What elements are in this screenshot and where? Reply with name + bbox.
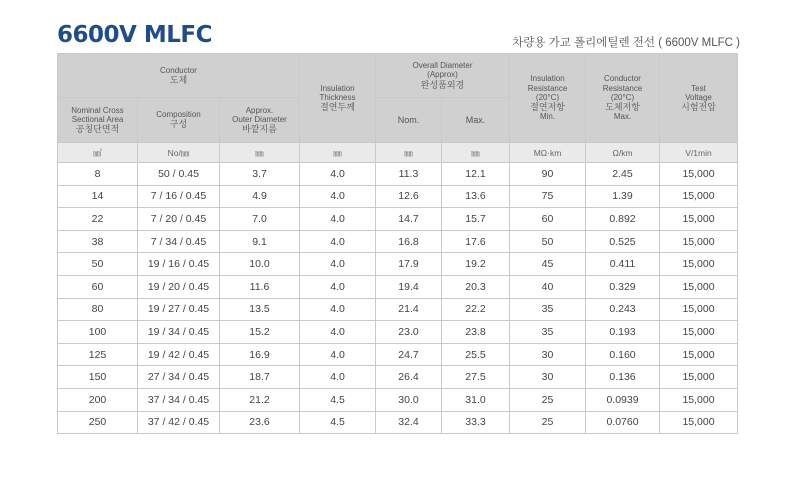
- header-conductor-resistance: Conductor Resistance (20°C) 도체저항 Max.: [586, 54, 660, 143]
- table-cell: 23.0: [376, 321, 442, 344]
- table-cell: 38: [58, 230, 138, 253]
- table-cell: 25: [510, 411, 586, 434]
- unit-cell: ㎜: [442, 143, 510, 163]
- table-cell: 15,000: [660, 208, 738, 231]
- table-cell: 15,000: [660, 411, 738, 434]
- spec-table: [57, 53, 738, 434]
- table-cell: 50: [510, 230, 586, 253]
- unit-cell: ㎜: [220, 143, 300, 163]
- table-cell: 15,000: [660, 230, 738, 253]
- table-cell: 19 / 34 / 0.45: [138, 321, 220, 344]
- table-cell: 4.0: [300, 253, 376, 276]
- table-cell: 14.7: [376, 208, 442, 231]
- table-cell: 14: [58, 185, 138, 208]
- table-cell: 25: [510, 388, 586, 411]
- table-cell: 4.0: [300, 163, 376, 186]
- table-cell: 4.9: [220, 185, 300, 208]
- table-cell: 45: [510, 253, 586, 276]
- table-cell: 90: [510, 163, 586, 186]
- table-row: [58, 185, 738, 208]
- table-cell: 19 / 27 / 0.45: [138, 298, 220, 321]
- table-cell: 7.0: [220, 208, 300, 231]
- table-cell: 19 / 16 / 0.45: [138, 253, 220, 276]
- unit-row: [58, 143, 738, 163]
- table-cell: 15,000: [660, 321, 738, 344]
- table-cell: 21.2: [220, 388, 300, 411]
- table-cell: 200: [58, 388, 138, 411]
- table-cell: 4.0: [300, 366, 376, 389]
- table-cell: 4.0: [300, 275, 376, 298]
- table-cell: 3.7: [220, 163, 300, 186]
- table-cell: 0.136: [586, 366, 660, 389]
- table-cell: 13.6: [442, 185, 510, 208]
- unit-cell: ㎜: [300, 143, 376, 163]
- table-cell: 40: [510, 275, 586, 298]
- table-cell: 0.160: [586, 343, 660, 366]
- table-cell: 50 / 0.45: [138, 163, 220, 186]
- unit-cell: MΩ·km: [510, 143, 586, 163]
- table-cell: 27.5: [442, 366, 510, 389]
- table-cell: 27 / 34 / 0.45: [138, 366, 220, 389]
- header-insulation-thickness: Insulation Thickness 절연두께: [300, 54, 376, 143]
- table-cell: 17.9: [376, 253, 442, 276]
- table-cell: 0.0939: [586, 388, 660, 411]
- table-cell: 80: [58, 298, 138, 321]
- table-cell: 4.0: [300, 298, 376, 321]
- table-cell: 15.7: [442, 208, 510, 231]
- unit-cell: ㎜: [376, 143, 442, 163]
- header-max: Max.: [442, 98, 510, 143]
- table-cell: 0.892: [586, 208, 660, 231]
- table-cell: 7 / 34 / 0.45: [138, 230, 220, 253]
- table-cell: 9.1: [220, 230, 300, 253]
- table-row: [58, 366, 738, 389]
- table-row: [58, 411, 738, 434]
- table-cell: 15,000: [660, 366, 738, 389]
- table-row: [58, 230, 738, 253]
- header-conductor: Conductor 도체: [58, 54, 300, 98]
- table-cell: 24.7: [376, 343, 442, 366]
- table-row: [58, 343, 738, 366]
- header-composition: Composition 구성: [138, 98, 220, 143]
- unit-cell: V/1min: [660, 143, 738, 163]
- table-cell: 10.0: [220, 253, 300, 276]
- table-cell: 0.0760: [586, 411, 660, 434]
- table-cell: 4.0: [300, 230, 376, 253]
- table-cell: 125: [58, 343, 138, 366]
- header-test-voltage: Test Voltage 시험전압: [660, 54, 738, 143]
- table-cell: 16.9: [220, 343, 300, 366]
- table-cell: 0.193: [586, 321, 660, 344]
- table-row: [58, 298, 738, 321]
- table-row: [58, 275, 738, 298]
- table-cell: 22: [58, 208, 138, 231]
- table-cell: 15.2: [220, 321, 300, 344]
- table-cell: 1.39: [586, 185, 660, 208]
- table-cell: 35: [510, 321, 586, 344]
- table-cell: 37 / 34 / 0.45: [138, 388, 220, 411]
- table-cell: 15,000: [660, 388, 738, 411]
- table-cell: 19 / 42 / 0.45: [138, 343, 220, 366]
- table-cell: 12.6: [376, 185, 442, 208]
- table-cell: 150: [58, 366, 138, 389]
- page-subtitle: 차량용 가교 폴리에틸렌 전선 ( 6600V MLFC ): [512, 37, 740, 49]
- header-overall-diameter: Overall Diameter (Approx) 완성품외경: [376, 54, 510, 98]
- table-cell: 4.0: [300, 208, 376, 231]
- table-cell: 23.8: [442, 321, 510, 344]
- table-cell: 15,000: [660, 298, 738, 321]
- table-cell: 4.5: [300, 388, 376, 411]
- table-cell: 250: [58, 411, 138, 434]
- table-cell: 30.0: [376, 388, 442, 411]
- table-cell: 16.8: [376, 230, 442, 253]
- table-cell: 75: [510, 185, 586, 208]
- table-cell: 15,000: [660, 185, 738, 208]
- table-row: [58, 388, 738, 411]
- table-cell: 23.6: [220, 411, 300, 434]
- header-nominal-area: Nominal Cross Sectional Area 공칭단면적: [58, 98, 138, 143]
- table-row: [58, 208, 738, 231]
- table-body: [58, 163, 738, 434]
- table-cell: 100: [58, 321, 138, 344]
- table-cell: 19 / 20 / 0.45: [138, 275, 220, 298]
- table-cell: 0.411: [586, 253, 660, 276]
- header-insulation-resistance: Insulation Resistance (20°C) 절연저항 Min.: [510, 54, 586, 143]
- table-row: [58, 253, 738, 276]
- table-cell: 32.4: [376, 411, 442, 434]
- unit-cell: Ω/km: [586, 143, 660, 163]
- table-cell: 15,000: [660, 343, 738, 366]
- table-cell: 2.45: [586, 163, 660, 186]
- table-cell: 60: [58, 275, 138, 298]
- table-cell: 0.525: [586, 230, 660, 253]
- table-cell: 25.5: [442, 343, 510, 366]
- table-cell: 15,000: [660, 163, 738, 186]
- table-cell: 8: [58, 163, 138, 186]
- table-cell: 0.243: [586, 298, 660, 321]
- table-cell: 20.3: [442, 275, 510, 298]
- table-cell: 13.5: [220, 298, 300, 321]
- table-cell: 15,000: [660, 253, 738, 276]
- table-row: [58, 163, 738, 186]
- table-cell: 11.3: [376, 163, 442, 186]
- table-cell: 7 / 20 / 0.45: [138, 208, 220, 231]
- table-cell: 22.2: [442, 298, 510, 321]
- table-cell: 4.0: [300, 343, 376, 366]
- table-cell: 0.329: [586, 275, 660, 298]
- table-cell: 21.4: [376, 298, 442, 321]
- table-cell: 50: [58, 253, 138, 276]
- table-cell: 11.6: [220, 275, 300, 298]
- table-cell: 60: [510, 208, 586, 231]
- unit-cell: No/㎜: [138, 143, 220, 163]
- table-cell: 4.5: [300, 411, 376, 434]
- header-outer-diameter: Approx. Outer Diameter 바깥지름: [220, 98, 300, 143]
- table-cell: 26.4: [376, 366, 442, 389]
- table-cell: 35: [510, 298, 586, 321]
- table-cell: 30: [510, 366, 586, 389]
- table-cell: 4.0: [300, 321, 376, 344]
- table-cell: 17.6: [442, 230, 510, 253]
- table-cell: 37 / 42 / 0.45: [138, 411, 220, 434]
- table-row: [58, 321, 738, 344]
- table-cell: 4.0: [300, 185, 376, 208]
- table-cell: 15,000: [660, 275, 738, 298]
- table-cell: 19.4: [376, 275, 442, 298]
- table-cell: 18.7: [220, 366, 300, 389]
- table-cell: 7 / 16 / 0.45: [138, 185, 220, 208]
- header-nom: Nom.: [376, 98, 442, 143]
- table-cell: 19.2: [442, 253, 510, 276]
- table-cell: 33.3: [442, 411, 510, 434]
- table-cell: 12.1: [442, 163, 510, 186]
- page-title: 6600V MLFC: [57, 22, 212, 48]
- table-cell: 31.0: [442, 388, 510, 411]
- table-cell: 30: [510, 343, 586, 366]
- unit-cell: ㎟: [58, 143, 138, 163]
